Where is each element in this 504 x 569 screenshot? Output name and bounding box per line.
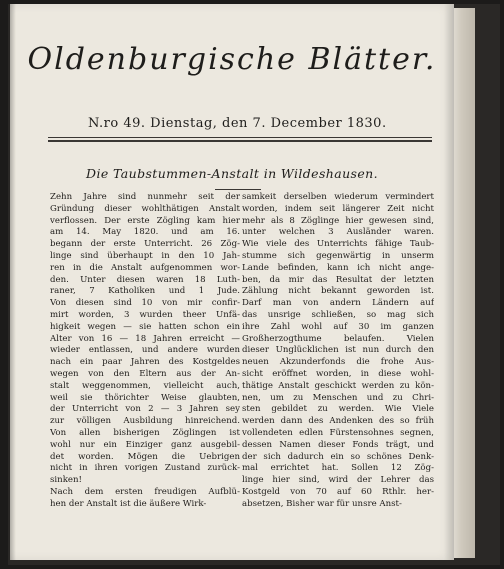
masthead-rule-top — [48, 137, 432, 138]
article-line: Lande befinden, kann ich nicht ange- — [242, 262, 434, 273]
article-line: sten gebildet zu werden. Wie Viele — [242, 404, 434, 415]
issue-info-line: N.ro 49. Dienstag, den 7. December 1830. — [88, 116, 387, 131]
article-line: Von allen bisherigen Zöglingen ist — [50, 427, 240, 438]
article-line: higkeit wegen — sie hatten schon ein — [50, 321, 240, 332]
article-line: ben, da mir das Resultat der letzten — [242, 274, 434, 285]
article-line: linge sind überhaupt in den 10 Jah- — [50, 250, 240, 261]
article-line: mehr als 8 Zöglinge hier gewesen sind, — [242, 215, 434, 226]
article-line: ihre Zahl wohl auf 30 im ganzen — [242, 321, 434, 332]
article-line: Wie viele des Unterrichts fähige Taub- — [242, 239, 434, 250]
article-line: Kostgeld von 70 auf 60 Rthlr. her- — [242, 486, 434, 497]
article-line: sicht eröffnet worden, in diese wohl- — [242, 368, 434, 379]
article-column-right — [242, 192, 434, 511]
article-line: wieder entlassen, und andere wurden — [50, 345, 240, 356]
article-line: hen der Anstalt ist die äußere Wirk- — [50, 498, 207, 509]
article-line: am 14. May 1820. und am 16. — [50, 227, 240, 238]
article-title: Die Taubstummen-Anstalt in Wildeshausen. — [86, 166, 378, 181]
article-line: der sich dadurch ein so schönes Denk- — [242, 451, 434, 462]
article-line: das unsrige schließen, so mag sich — [242, 309, 434, 320]
article-line: absetzen, Bisher war für unsre Anst- — [242, 498, 402, 509]
article-line: zur völligen Ausbildung hinreichend. — [50, 416, 240, 427]
article-line: mal errichtet hat. Sollen 12 Zög- — [242, 463, 434, 474]
article-line: thätige Anstalt geschickt werden zu kön- — [242, 380, 434, 391]
article-line: Darf man von andern Ländern auf — [242, 298, 434, 309]
article-line: Großherzogthume belaufen. Vielen — [242, 333, 434, 344]
article-line: Zählung nicht bekannt geworden ist. — [242, 286, 434, 297]
article-line: verflossen. Der erste Zögling kam hier — [50, 215, 240, 226]
article-line: mirt worden, 3 wurden theer Unfä- — [50, 309, 240, 320]
article-line: nach ein paar Jahren des Kostgeldes — [50, 357, 240, 368]
article-line: der Unterricht von 2 — 3 Jahren sey — [50, 404, 240, 415]
article-line: wegen von den Eltern aus der An- — [50, 368, 240, 379]
masthead-rule-bottom — [48, 140, 432, 142]
article-line: Gründung dieser wohlthätigen Anstalt — [50, 203, 240, 214]
article-line: wohl nur ein Einziger ganz ausgebil- — [50, 439, 240, 450]
article-line: stumme sich gegenwärtig in unserm — [242, 250, 434, 261]
article-line: Nach dem ersten freudigen Aufblü- — [50, 486, 240, 497]
article-line: vollendeten edlen Fürstensohnes segnen, — [242, 427, 434, 438]
article-line: dieser Unglücklichen ist nun durch den — [242, 345, 434, 356]
article-line: begann der erste Unterricht. 26 Zög- — [50, 239, 240, 250]
page-shadow — [444, 4, 454, 560]
article-line: linge hier sind, wird der Lehrer das — [242, 475, 434, 486]
article-line: raner, 7 Katholiken und 1 Jude. — [50, 286, 240, 297]
masthead-title: Oldenburgische Blätter. — [27, 42, 437, 77]
article-line: werden dann des Andenken des so früh — [242, 416, 434, 427]
article-line: samkeit derselben wiederum vermindert — [242, 192, 434, 202]
article-line: weil sie thörichter Weise glaubten, — [50, 392, 240, 403]
article-column-left — [50, 192, 240, 511]
article-line: ren in die Anstalt aufgenommen wor- — [50, 262, 240, 273]
title-divider — [215, 189, 261, 190]
article-line: nicht in ihren vorigen Zustand zurück- — [50, 463, 240, 474]
article-line: sinken! — [50, 475, 82, 486]
article-line: unter welchen 3 Ausländer waren. — [242, 227, 434, 238]
article-line: stalt weggenommen, vielleicht auch, — [50, 380, 240, 391]
article-line: Von diesen sind 10 von mir confir- — [50, 298, 240, 309]
article-line: neuen Akzunderfonds die frohe Aus- — [242, 357, 434, 368]
article-line: det worden. Mögen die Uebrigen — [50, 451, 240, 462]
article-line: dessen Namen dieser Fonds trägt, und — [242, 439, 434, 450]
article-line: nen, um zu Menschen und zu Chri- — [242, 392, 434, 403]
article-line: den. Unter diesen waren 18 Luth- — [50, 274, 240, 285]
article-line: Zehn Jahre sind nunmehr seit der — [50, 192, 240, 202]
newspaper-page — [10, 4, 454, 560]
article-line: worden, indem seit längerer Zeit nicht — [242, 203, 434, 214]
article-line: Alter von 16 — 18 Jahren erreicht — — [50, 333, 240, 344]
